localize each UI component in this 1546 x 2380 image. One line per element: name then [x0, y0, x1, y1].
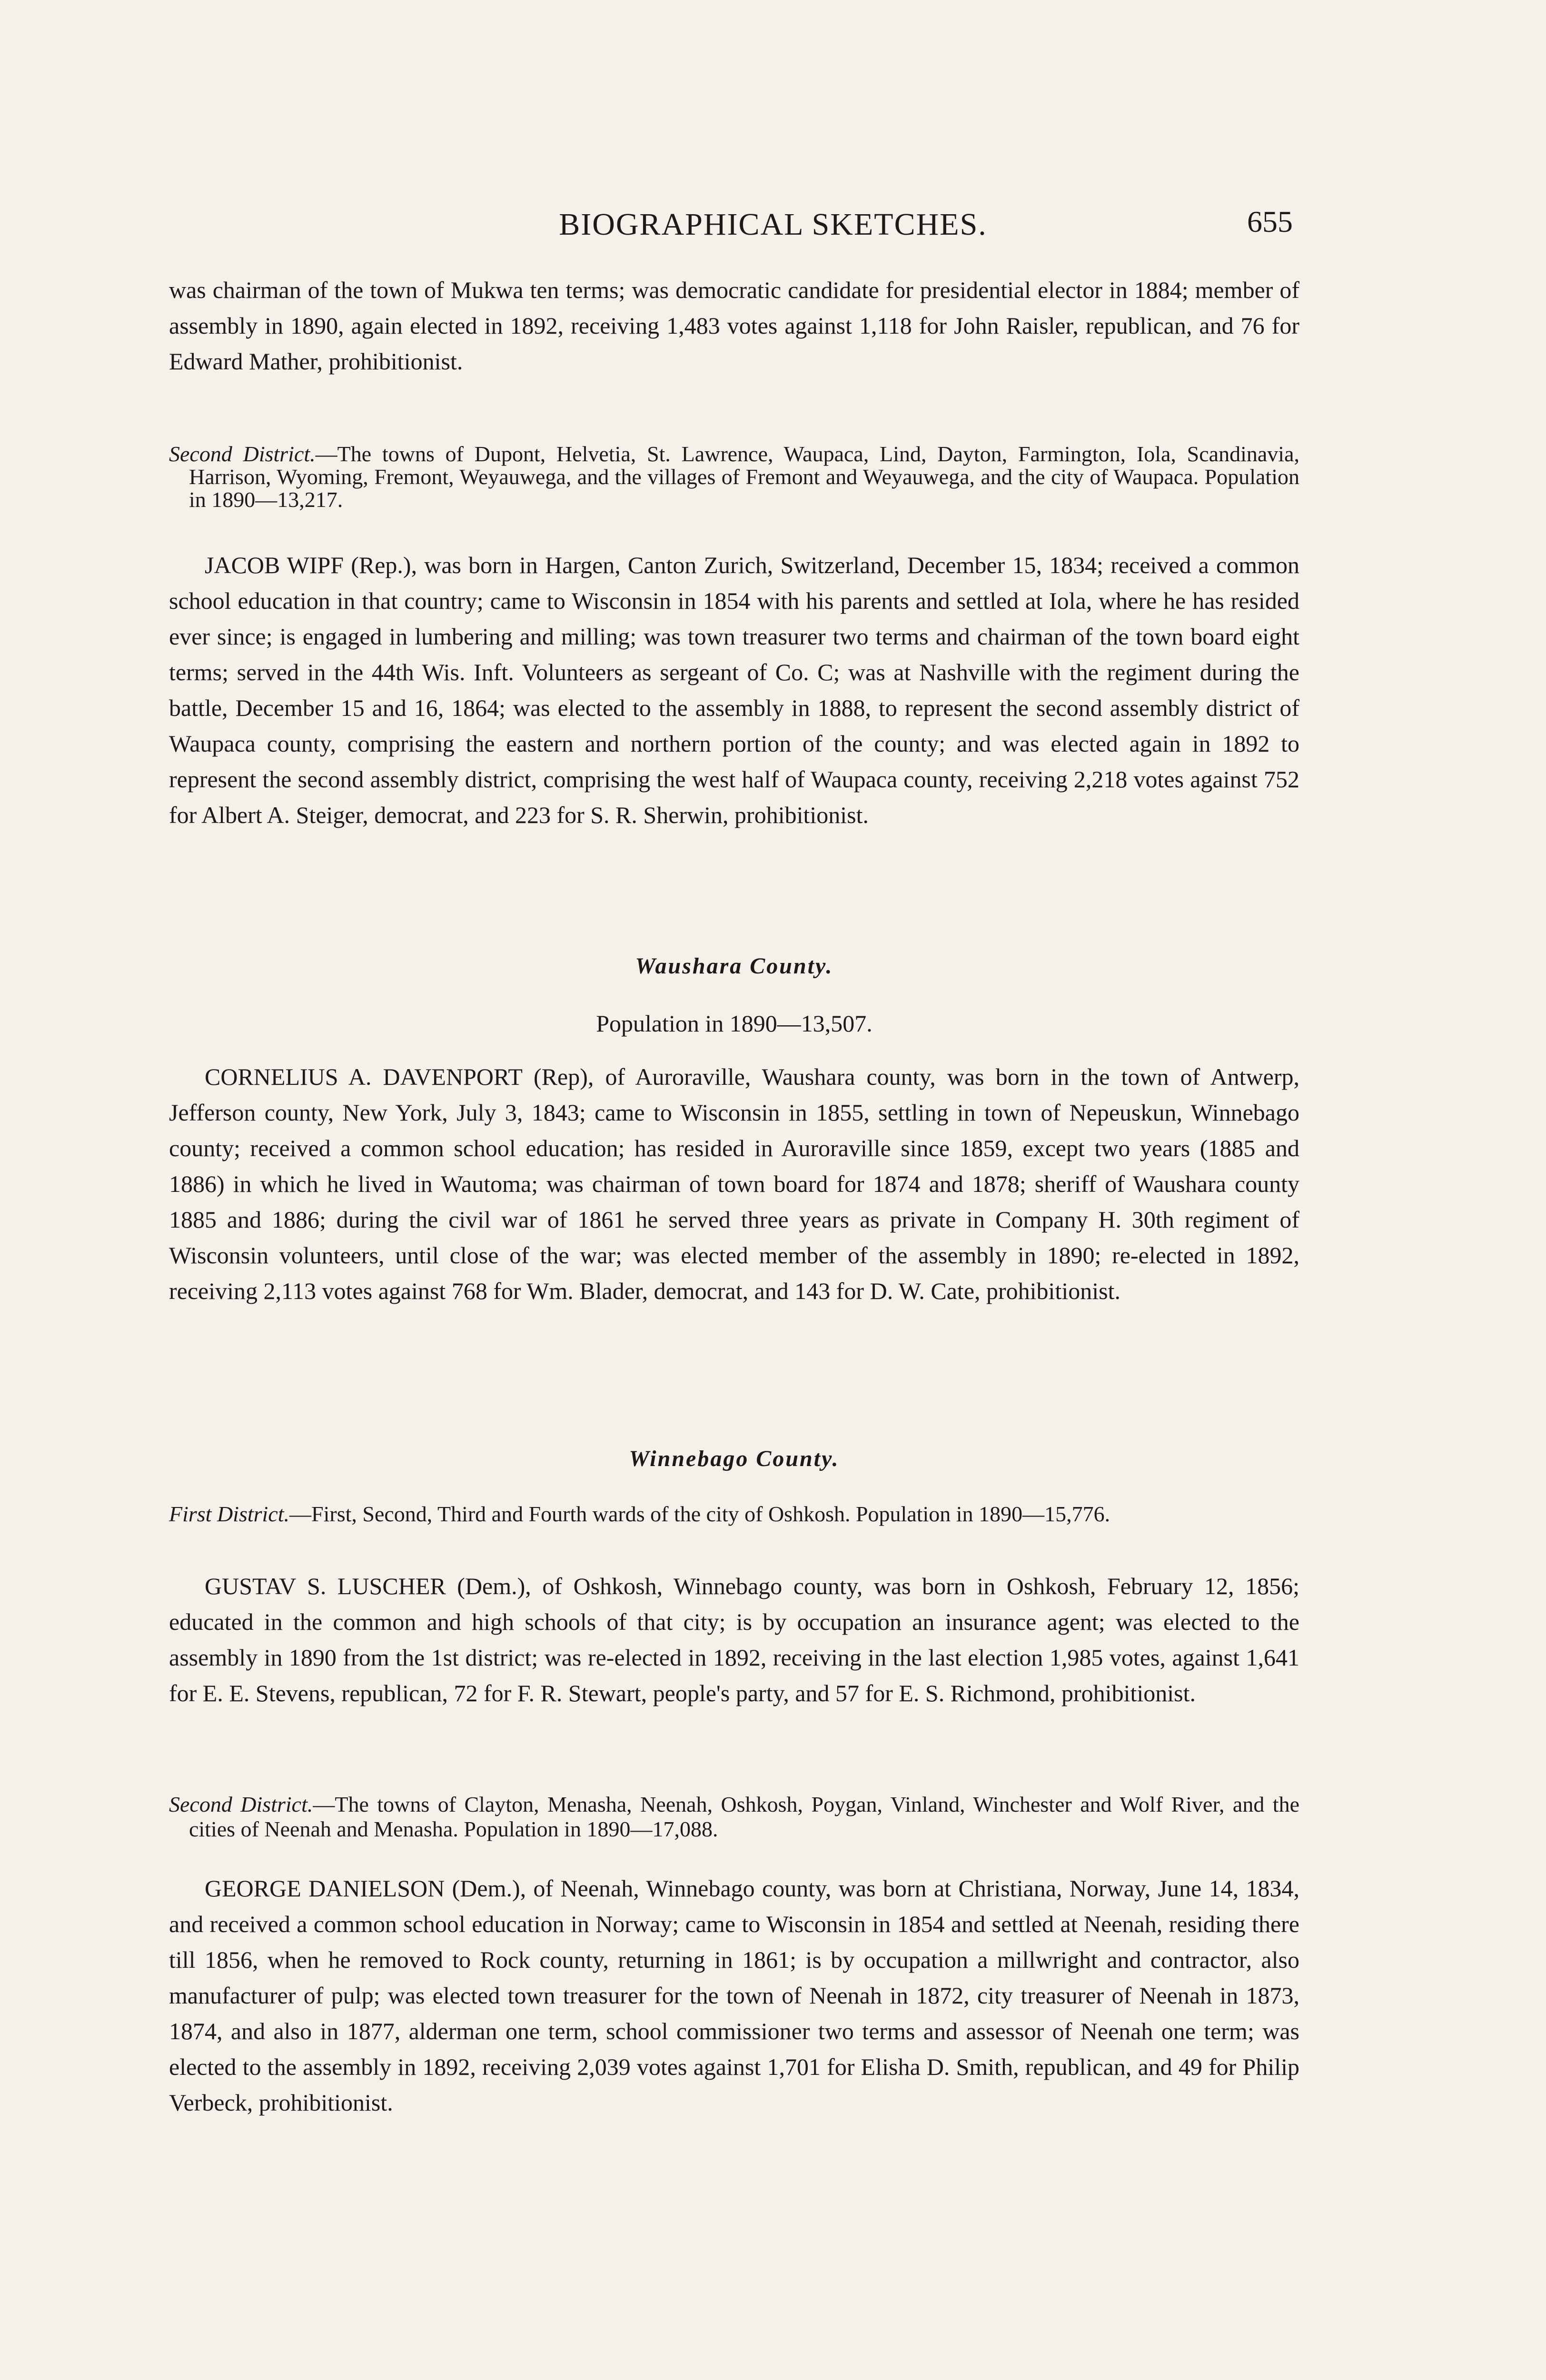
district-description [169, 1502, 1299, 1527]
continuation-text: was chairman of the town of Mukwa ten terms; was democratic candidate for presidential elector in 1884; member of assembly in 1890, again elected in 1892, receiving 1,483 votes against 1,118 for John Raisler, republican, and 76 for Edward Mather, prohibitionist. [169, 277, 1299, 375]
biography-text: GUSTAV S. LUSCHER (Dem.), of Oshkosh, Winnebago county, was born in Oshkosh, February 12, 1856; educated in the common and high schools of that city; is by occupation an insurance agent; was elected to the assembly in 1890 from the 1st district; was re-elected in 1892, receiving in the last election 1,985 votes, against 1,641 for E. E. Stevens, republican, 72 for F. R. Stewart, people's party, and 57 for E. S. Richmond, prohibitionist. [169, 1573, 1299, 1706]
winnebago-first-district [169, 1502, 1299, 1527]
winnebago-second-district [169, 1792, 1299, 1842]
biography-gustav-luscher [169, 1568, 1299, 1711]
biography-text: CORNELIUS A. DAVENPORT (Rep), of Auroraville, Waushara county, was born in the town of Antwerp, Jefferson county, New York, July 3, 1843; came to Wisconsin in 1855, settling in town of Nepeuskun, Winnebago county; received a common school education; has resided in Auroraville since 1859, except two years (1885 and 1886) in which he lived in Wautoma; was chairman of town board for 1874 and 1878; sheriff of Waushara county 1885 and 1886; during the civil war of 1861 he served three years as private in Company H. 30th regiment of Wisconsin volunteers, until close of the war; was elected member of the assembly in 1890; re-elected in 1892, receiving 2,113 votes against 768 for Wm. Blader, democrat, and 143 for D. W. Cate, prohibitionist. [169, 1063, 1299, 1304]
running-title: BIOGRAPHICAL SKETCHES. [559, 207, 987, 242]
district-text: —The towns of Dupont, Helvetia, St. Lawrence, Waupaca, Lind, Dayton, Farmington, Iola, Scandinavia, Harrison, Wyoming, Fremont, Weyauwega, and the villages of Fremont and Weyauwega, and the city of Waupaca. Population in 1890—13,217. [189, 442, 1299, 512]
district-label: Second District. [169, 1792, 313, 1816]
district-text: —The towns of Clayton, Menasha, Neenah, Oshkosh, Poygan, Vinland, Winchester and Wolf River, and the cities of Neenah and Menasha. Population in 1890—17,088. [189, 1792, 1299, 1841]
county-heading-winnebago: Winnebago County. [629, 1446, 840, 1471]
population-line: Population in 1890—13,507. [596, 1010, 872, 1037]
biography-text: JACOB WIPF (Rep.), was born in Hargen, Canton Zurich, Switzerland, December 15, 1834; received a common school education in that country; came to Wisconsin in 1854 with his parents and settled at Iola, where he has resided ever since; is engaged in lumbering and milling; was town treasurer two terms and chairman of the town board eight terms; served in the 44th Wis. Inft. Volunteers as sergeant of Co. C; was at Nashville with the regiment during the battle, December 15 and 16, 1864; was elected to the assembly in 1888, to represent the second assembly district of Waupaca county, comprising the eastern and northern portion of the county; and was elected again in 1892 to represent the second assembly district, comprising the west half of Waupaca county, receiving 2,218 votes against 752 for Albert A. Steiger, democrat, and 223 for S. R. Sherwin, prohibitionist. [169, 552, 1299, 828]
district-label: Second District. [169, 442, 316, 466]
biography-jacob-wipf [169, 547, 1299, 833]
continuation-paragraph [169, 272, 1299, 379]
district-description [169, 443, 1299, 511]
biography-text: GEORGE DANIELSON (Dem.), of Neenah, Winnebago county, was born at Christiana, Norway, June 14, 1834, and received a common school education in Norway; came to Wisconsin in 1854 and settled at Neenah, residing there till 1856, when he removed to Rock county, returning in 1861; is by occupation a millwright and contractor, also manufacturer of pulp; was elected town treasurer for the town of Neenah in 1872, city treasurer of Neenah in 1873, 1874, and also in 1877, alderman one term, school commissioner two terms and assessor of Neenah one term; was elected to the assembly in 1892, receiving 2,039 votes against 1,701 for Elisha D. Smith, republican, and 49 for Philip Verbeck, prohibitionist. [169, 1875, 1299, 2116]
waupaca-second-district [169, 443, 1299, 511]
district-description [169, 1792, 1299, 1842]
county-heading-waushara: Waushara County. [635, 953, 833, 979]
biography-george-danielson [169, 1871, 1299, 2121]
biography-cornelius-davenport [169, 1059, 1299, 1309]
district-label: First District. [169, 1502, 290, 1526]
page-number: 655 [1247, 205, 1293, 238]
district-text: —First, Second, Third and Fourth wards of the city of Oshkosh. Population in 1890—15,776. [289, 1502, 1110, 1526]
